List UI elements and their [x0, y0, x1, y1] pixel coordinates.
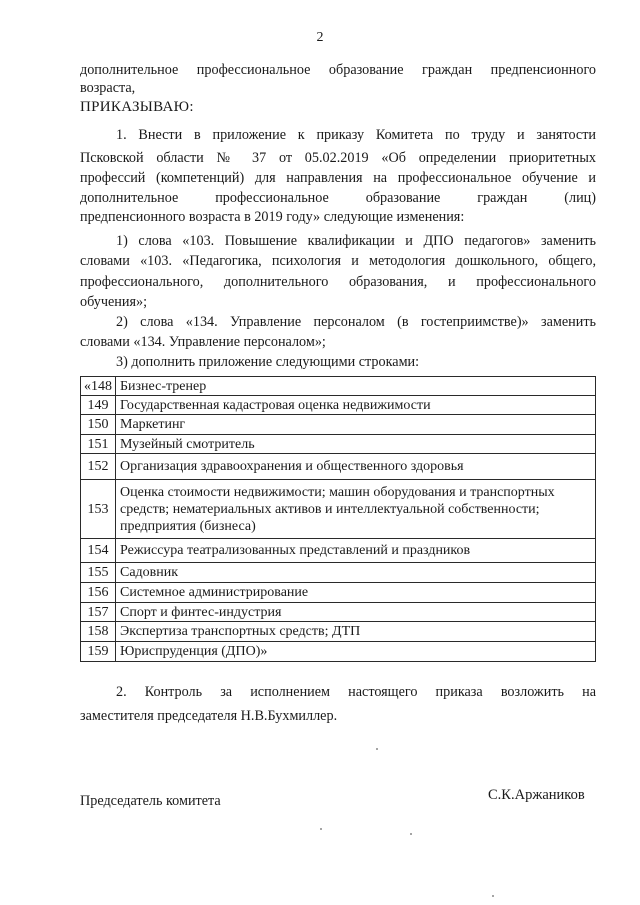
sub2-line-1: 2) слова «134. Управление персоналом (в гостеприимстве)» заменить: [116, 314, 596, 330]
intro-line-2: возраста,: [80, 80, 136, 96]
row-number: 157: [81, 603, 116, 622]
table-row: [81, 396, 596, 415]
item1-line-1: 1. Внести в приложение к приказу Комитета по труду и занятости: [116, 127, 596, 143]
row-text: Музейный смотритель: [116, 435, 596, 454]
table-row: [81, 435, 596, 454]
table-row: [81, 603, 596, 622]
scan-speck: [376, 748, 378, 750]
signature-position: Председатель комитета: [80, 793, 221, 809]
sub1-line-1: 1) слова «103. Повышение квалификации и ДПО педагогов» заменить: [116, 233, 596, 249]
row-text: Спорт и финтес-индустрия: [116, 603, 596, 622]
page-number: 2: [316, 30, 324, 45]
row-number: «148: [81, 377, 116, 396]
sub3-line: 3) дополнить приложение следующими строками:: [116, 354, 420, 370]
signature-name: С.К.Аржаников: [488, 787, 585, 803]
table-row: [81, 539, 596, 563]
table-row: [81, 583, 596, 603]
row-text: Системное администрирование: [116, 583, 596, 603]
row-text: Садовник: [116, 563, 596, 583]
scan-speck: [320, 828, 322, 830]
sub2-line-2: словами «134. Управление персоналом»;: [80, 334, 326, 350]
row-number: 159: [81, 642, 116, 662]
table-row: [81, 454, 596, 480]
table-row: [81, 642, 596, 662]
item1-line-3: профессий (компетенций) для направления на профессиональное обучение и: [80, 170, 596, 186]
table-row: [81, 415, 596, 435]
row-text: Организация здравоохранения и общественного здоровья: [116, 454, 596, 480]
item2-line-1: 2. Контроль за исполнением настоящего приказа возложить на: [116, 684, 596, 700]
row-text: Государственная кадастровая оценка недвижимости: [116, 396, 596, 415]
table-row: [81, 563, 596, 583]
scan-speck: [492, 895, 494, 897]
row-number: 151: [81, 435, 116, 454]
row-text: Юриспруденция (ДПО)»: [116, 642, 596, 662]
row-text: Экспертиза транспортных средств; ДТП: [116, 622, 596, 642]
row-number: 149: [81, 396, 116, 415]
row-number: 150: [81, 415, 116, 435]
row-number: 153: [81, 480, 116, 539]
row-text: Оценка стоимости недвижимости; машин оборудования и транспортных средств; нематериальных активов и интеллектуальной собственности; предприятия (бизнеса): [116, 480, 596, 539]
row-text: Режиссура театрализованных представлений и праздников: [116, 539, 596, 563]
row-number: 155: [81, 563, 116, 583]
professions-table: [80, 376, 596, 662]
row-number: 156: [81, 583, 116, 603]
item1-line-2: Псковской области № 37 от 05.02.2019 «Об определении приоритетных: [80, 150, 596, 166]
sub1-line-3: профессионального, дополнительного образования, и профессионального: [80, 274, 596, 290]
table-row: [81, 480, 596, 539]
row-number: 154: [81, 539, 116, 563]
item1-line-4: дополнительное профессиональное образование граждан (лиц): [80, 190, 596, 206]
row-text: Маркетинг: [116, 415, 596, 435]
row-number: 152: [81, 454, 116, 480]
item2-line-2: заместителя председателя Н.В.Бухмиллер.: [80, 708, 338, 724]
row-number: 158: [81, 622, 116, 642]
sub1-line-2: словами «103. «Педагогика, психология и методология дошкольного, общего,: [80, 253, 596, 269]
scan-speck: [410, 833, 412, 835]
order-heading: ПРИКАЗЫВАЮ:: [80, 99, 194, 115]
item1-line-5: предпенсионного возраста в 2019 году» следующие изменения:: [80, 209, 465, 225]
table-row: [81, 622, 596, 642]
intro-line-1: дополнительное профессиональное образование граждан предпенсионного: [80, 62, 596, 78]
row-text: Бизнес-тренер: [116, 377, 596, 396]
table-row: [81, 377, 596, 396]
sub1-line-4: обучения»;: [80, 294, 148, 310]
